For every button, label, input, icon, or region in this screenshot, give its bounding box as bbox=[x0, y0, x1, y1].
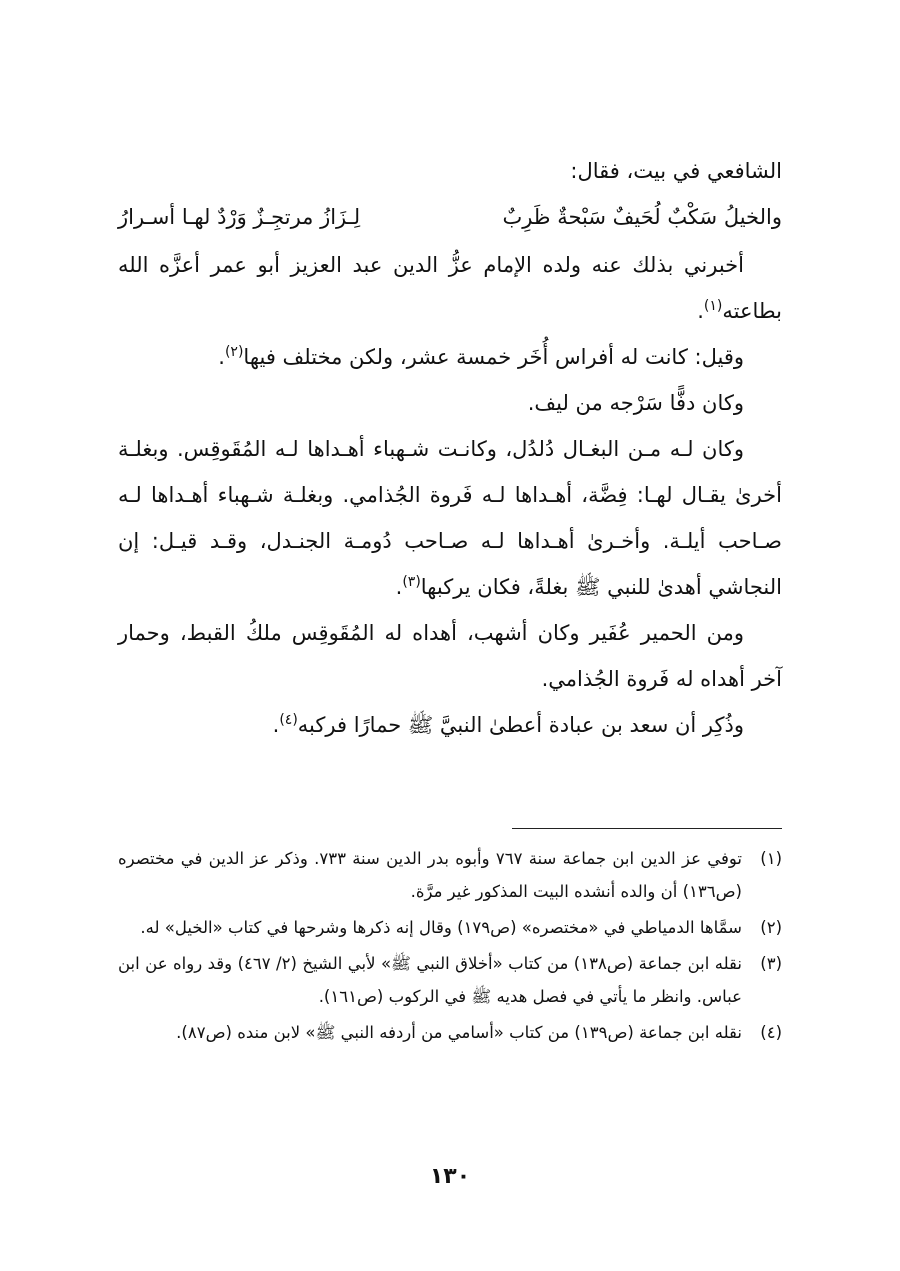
paragraph-saad-text: وذُكِر أن سعد بن عبادة أعطىٰ النبيَّ ﷺ حمارًا فركبه bbox=[297, 713, 744, 737]
paragraph-horses-text: وقيل: كانت له أفراس أُخَر خمسة عشر، ولكن مختلف فيها bbox=[243, 345, 744, 369]
paragraph-saad bbox=[118, 702, 782, 748]
footnotes bbox=[118, 842, 782, 1052]
paragraph-donkeys: ومن الحمير عُفَير وكان أشهب، أهداه له المُقَوقِس ملكُ القبط، وحمار آخر أهداه له فَروة الجُذامي. bbox=[118, 621, 782, 691]
footnote-text: توفي عز الدين ابن جماعة سنة ٧٦٧ وأبوه بدر الدين سنة ٧٣٣. وذكر عز الدين في مختصره (ص١٣٦) أن والده أنشده البيت المذكور غير مرَّة. bbox=[118, 849, 742, 901]
paragraph-saad-end: . bbox=[272, 713, 280, 737]
page-number: ١٣٠ bbox=[429, 1164, 471, 1189]
paragraph-informed-text: أخبرني بذلك عنه ولده الإمام عزُّ الدين عبد العزيز أبو عمر أعزَّه الله بطاعته bbox=[118, 253, 782, 323]
paragraph-horses-end: . bbox=[218, 345, 225, 369]
footnote-number: (١) bbox=[760, 849, 782, 868]
footnote-item bbox=[118, 1016, 782, 1049]
main-text bbox=[118, 148, 782, 748]
paragraph-mules bbox=[118, 426, 782, 610]
footnote-text: نقله ابن جماعة (ص١٣٩) من كتاب «أسامي من أردفه النبي ﷺ» لابن منده (ص٨٧). bbox=[176, 1023, 742, 1042]
footnote-item bbox=[118, 911, 782, 944]
intro-line: الشافعي في بيت، فقال: bbox=[570, 159, 782, 183]
footnote-item bbox=[118, 842, 782, 908]
footnote-ref-2[interactable]: (٢) bbox=[224, 344, 244, 360]
footnote-separator bbox=[512, 828, 782, 829]
footnote-number: (٤) bbox=[760, 1023, 782, 1042]
footnote-text: سمَّاها الدمياطي في «مختصره» (ص١٧٩) وقال إنه ذكرها وشرحها في كتاب «الخيل» له. bbox=[140, 918, 742, 937]
paragraph-mules-text: وكان لـه مـن البغـال دُلدُل، وكانـت شـهباء أهـداها لـه المُقَوقِس. وبغلـة أخرىٰ يقـال لهـا: فِضَّة، أهـداها لـه فَروة الجُذامي. وبغلـة شـهباء أهـداها لـه صـاحب أيلـة. وأخـرىٰ أهـداها لـه صـاحب دُومـة الجنـدل، وقـد قيـل: إن النجاشي أهدىٰ للنبي ﷺ بغلةً، فكان يركبها bbox=[118, 437, 782, 599]
paragraph-mules-end: . bbox=[395, 575, 403, 599]
poem-second-hemistich: لِـزَازُ مرتجِـزٌ وَرْدٌ لهـا أسـرارُ bbox=[118, 205, 361, 229]
paragraph-informed-end: . bbox=[697, 299, 704, 323]
poem-first-hemistich: والخيلُ سَكْبٌ لُحَيفٌ سَبْحةٌ ظَرِبٌ bbox=[502, 205, 782, 229]
poem-verse bbox=[118, 194, 782, 240]
footnote-ref-3[interactable]: (٣) bbox=[402, 574, 421, 590]
footnote-number: (٣) bbox=[760, 954, 782, 973]
footnote-item bbox=[118, 947, 782, 1013]
paragraph-saddle: وكان دفًّا سَرْجه من ليف. bbox=[527, 391, 744, 415]
footnote-text: نقله ابن جماعة (ص١٣٨) من كتاب «أخلاق النبي ﷺ» لأبي الشيخ (٢/ ٤٦٧) وقد رواه عن ابن عباس. وانظر ما يأتي في فصل هديه ﷺ في الركوب (ص١٦١). bbox=[118, 954, 742, 1006]
footnote-ref-1[interactable]: (١) bbox=[703, 298, 723, 314]
paragraph-informed bbox=[118, 242, 782, 334]
footnote-ref-4[interactable]: (٤) bbox=[279, 712, 298, 728]
paragraph-horses bbox=[118, 334, 782, 380]
footnote-number: (٢) bbox=[760, 918, 782, 937]
